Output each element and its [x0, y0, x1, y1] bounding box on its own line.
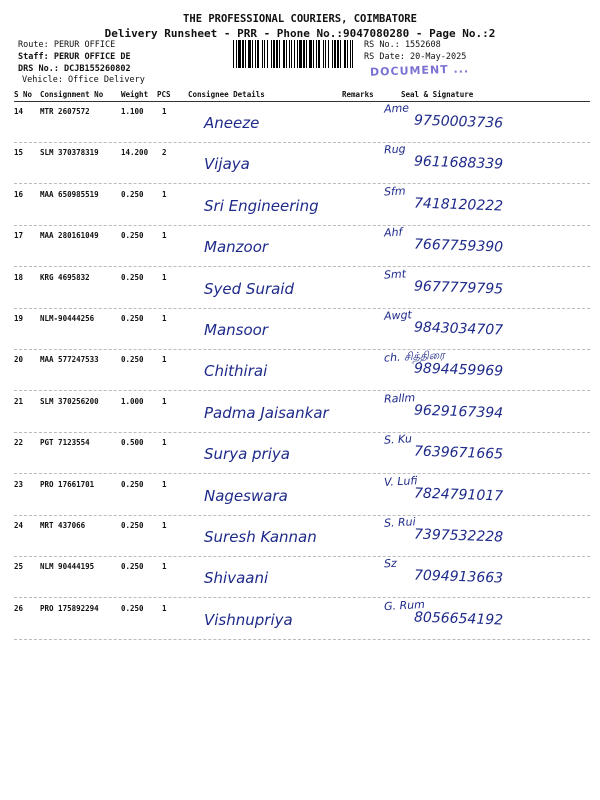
row-weight: 1.100 — [121, 107, 144, 116]
consignee-name: Manzoor — [204, 238, 269, 257]
signature: Ame — [383, 101, 410, 116]
row-sno: 26 — [14, 603, 24, 613]
consignee-phone: 9677779795 — [413, 278, 504, 298]
row-consignment-no: MRT 437066 — [40, 521, 86, 530]
row-weight: 0.250 — [121, 189, 144, 199]
runsheet-title: Delivery Runsheet - PRR - Phone No.:9047080280 - Page No.:2 — [104, 27, 496, 40]
table-row — [14, 226, 590, 267]
table-row — [14, 185, 590, 226]
consignee-phone: 7397532228 — [413, 526, 504, 546]
signature: V. Lufi — [383, 473, 418, 489]
row-pcs: 1 — [162, 396, 167, 406]
consignee-phone: 9894459969 — [413, 360, 504, 380]
vehicle: Vehicle: Office Delivery — [22, 75, 145, 85]
table-row — [14, 475, 590, 516]
table-row — [14, 392, 590, 433]
row-consignment-no: PRO 17661701 — [40, 479, 95, 489]
row-weight: 0.250 — [121, 479, 144, 489]
row-sno: 24 — [14, 521, 24, 530]
consignee-phone: 7667759390 — [413, 236, 504, 256]
row-consignment-no: MAA 280161049 — [40, 231, 99, 241]
row-consignment-no: SLM 370378319 — [40, 148, 99, 158]
row-sno: 15 — [14, 148, 24, 158]
staff: Staff: PERUR OFFICE DE — [18, 52, 131, 62]
consignee-name: Vishnupriya — [204, 610, 293, 629]
row-consignment-no: MAA 577247533 — [40, 355, 99, 365]
row-pcs: 1 — [162, 479, 167, 489]
row-sno: 25 — [14, 562, 24, 572]
row-weight: 14.200 — [121, 148, 149, 158]
row-sno: 20 — [14, 355, 24, 365]
consignee-phone: 9611688339 — [413, 153, 504, 173]
row-pcs: 1 — [162, 355, 167, 365]
row-weight: 0.250 — [121, 314, 144, 323]
row-pcs: 1 — [162, 603, 167, 613]
col-signature: Seal & Signature — [401, 90, 474, 99]
row-pcs: 1 — [162, 314, 167, 323]
consignee-phone: 7824791017 — [413, 485, 504, 505]
signature: Sfm — [383, 184, 406, 199]
row-pcs: 1 — [162, 231, 167, 241]
col-remarks: Remarks — [342, 90, 374, 99]
consignee-name: Nageswara — [204, 486, 288, 505]
table-row — [14, 143, 590, 184]
barcode — [233, 40, 357, 68]
row-consignment-no: NLM-90444256 — [40, 314, 95, 323]
row-weight: 0.250 — [121, 562, 144, 572]
table-row — [14, 599, 590, 640]
table-row — [14, 102, 590, 143]
row-sno: 22 — [14, 438, 24, 448]
row-consignment-no: NLM 90444195 — [40, 562, 95, 572]
consignee-phone: 7418120222 — [413, 195, 504, 215]
table-row — [14, 433, 590, 474]
row-weight: 0.250 — [121, 603, 144, 613]
consignee-name: Padma Jaisankar — [204, 403, 329, 422]
row-sno: 19 — [14, 314, 24, 323]
consignee-name: Mansoor — [204, 321, 268, 339]
company-name: THE PROFESSIONAL COURIERS, COIMBATORE — [183, 13, 417, 25]
row-sno: 23 — [14, 479, 24, 489]
row-sno: 17 — [14, 231, 24, 241]
document-stamp: DOCUMENT ... — [369, 62, 470, 79]
col-consignee: Consignee Details — [188, 90, 265, 99]
row-pcs: 1 — [162, 521, 167, 530]
row-weight: 0.500 — [121, 438, 144, 448]
consignee-name: Aneeze — [204, 114, 260, 132]
signature: Smt — [383, 267, 407, 282]
row-pcs: 1 — [162, 107, 167, 116]
table-row — [14, 350, 590, 391]
row-pcs: 1 — [162, 562, 167, 572]
consignee-phone: 7639671665 — [413, 443, 504, 463]
row-sno: 18 — [14, 272, 24, 282]
col-consignment: Consignment No — [40, 90, 104, 99]
signature: Rug — [383, 142, 406, 157]
row-pcs: 1 — [162, 272, 167, 282]
table-row — [14, 309, 590, 350]
rs-number: RS No.: 1552608 — [364, 40, 441, 50]
route: Route: PERUR OFFICE — [18, 40, 116, 50]
row-weight: 0.250 — [121, 272, 144, 282]
consignee-phone: 9750003736 — [413, 112, 504, 132]
row-weight: 0.250 — [121, 355, 144, 365]
row-weight: 0.250 — [121, 231, 144, 241]
signature: Ahf — [383, 225, 403, 240]
row-consignment-no: MAA 650985519 — [40, 189, 99, 199]
table-row — [14, 516, 590, 557]
drs-number: DRS No.: DCJB155260802 — [18, 64, 131, 74]
row-sno: 21 — [14, 396, 24, 406]
signature: ch. சித்திரை — [383, 348, 446, 365]
consignee-phone: 7094913663 — [413, 567, 504, 587]
consignee-phone: 9843034707 — [413, 319, 504, 339]
col-weight: Weight — [121, 90, 149, 99]
consignee-name: Vijaya — [204, 155, 250, 174]
col-sno: S No — [14, 90, 33, 99]
consignee-name: Shivaani — [204, 569, 269, 588]
consignee-phone: 9629167394 — [413, 402, 504, 422]
consignee-phone: 8056654192 — [413, 609, 504, 629]
table-row — [14, 557, 590, 598]
consignee-name: Suresh Kannan — [204, 528, 317, 546]
row-weight: 1.000 — [121, 396, 144, 406]
row-consignment-no: KRG 4695832 — [40, 272, 90, 282]
signature: Sz — [383, 557, 398, 571]
row-sno: 16 — [14, 189, 24, 199]
signature: S. Ku — [383, 432, 413, 447]
row-consignment-no: PRO 175892294 — [40, 603, 99, 613]
consignee-name: Chithirai — [204, 362, 268, 381]
consignee-name: Sri Engineering — [204, 196, 319, 215]
signature: Rallm — [383, 390, 416, 406]
signature: G. Rum — [383, 597, 426, 613]
table-header — [14, 89, 590, 102]
table-row — [14, 268, 590, 309]
row-pcs: 1 — [162, 189, 167, 199]
row-consignment-no: PGT 7123554 — [40, 438, 90, 448]
row-weight: 0.250 — [121, 521, 144, 530]
row-pcs: 1 — [162, 438, 167, 448]
row-consignment-no: SLM 370256200 — [40, 396, 99, 406]
row-sno: 14 — [14, 107, 24, 116]
consignee-name: Surya priya — [204, 445, 290, 464]
consignee-name: Syed Suraid — [204, 279, 294, 298]
row-consignment-no: MTR 2607572 — [40, 107, 90, 116]
signature: S. Rui — [383, 515, 416, 530]
rs-date: RS Date: 20-May-2025 — [364, 52, 467, 62]
col-pcs: PCS — [157, 90, 171, 99]
signature: Awgt — [383, 308, 413, 323]
row-pcs: 2 — [162, 148, 167, 158]
